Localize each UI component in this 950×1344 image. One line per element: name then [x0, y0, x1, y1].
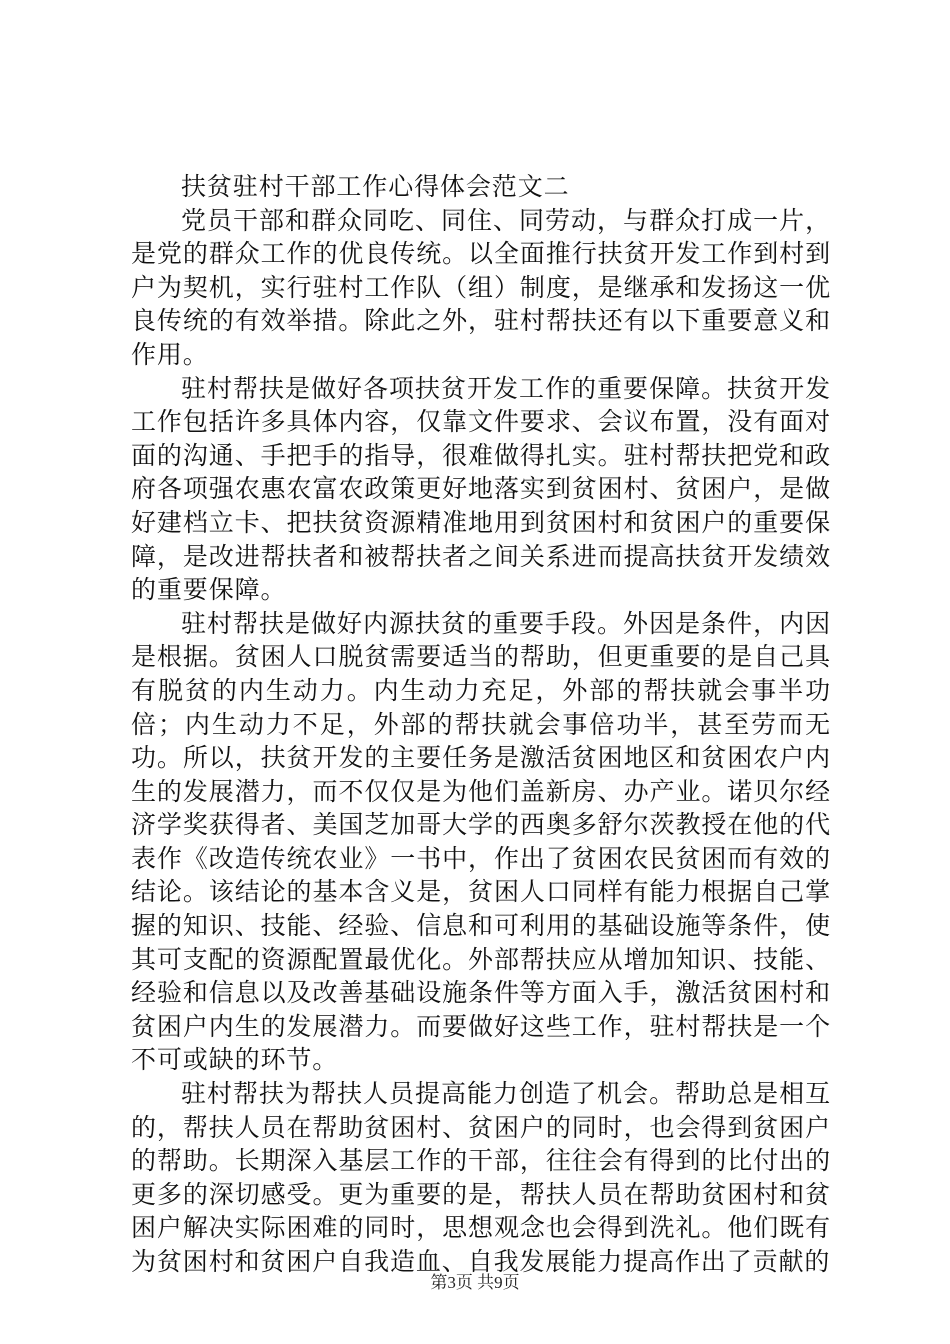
- document-title: 扶贫驻村干部工作心得体会范文二: [181, 172, 570, 201]
- paragraph: 驻村帮扶为帮扶人员提高能力创造了机会。帮助总是相互的，帮扶人员在帮助贫困村、贫困户的同时，也会得到贫困户的帮助。长期深入基层工作的干部，往往会有得到的比付出的更多的深切感受。更为重要的是，帮扶人员在帮助贫困村和贫困户解决实际困难的同时，思想观念也会得到洗礼。他们既有为贫困村和贫困户自我造血、自我发展能力提高作出了贡献的: [131, 1079, 831, 1276]
- paragraph: 党员干部和群众同吃、同住、同劳动，与群众打成一片，是党的群众工作的优良传统。以全面推行扶贫开发工作到村到户为契机，实行驻村工作队（组）制度，是继承和发扬这一优良传统的有效举措。除此之外，驻村帮扶还有以下重要意义和作用。: [131, 205, 831, 369]
- paragraph: 驻村帮扶是做好各项扶贫开发工作的重要保障。扶贫开发工作包括许多具体内容，仅靠文件要求、会议布置，没有面对面的沟通、手把手的指导，很难做得扎实。驻村帮扶把党和政府各项强农惠农富农政策更好地落实到贫困村、贫困户，是做好建档立卡、把扶贫资源精准地用到贫困村和贫困户的重要保障，是改进帮扶者和被帮扶者之间关系进而提高扶贫开发绩效的重要保障。: [131, 373, 831, 605]
- paragraph: 驻村帮扶是做好内源扶贫的重要手段。外因是条件，内因是根据。贫困人口脱贫需要适当的帮助，但更重要的是自己具有脱贫的内生动力。内生动力充足，外部的帮扶就会事半功倍；内生动力不足，外部的帮扶就会事倍功半，甚至劳而无功。所以，扶贫开发的主要任务是激活贫困地区和贫困农户内生的发展潜力，而不仅仅是为他们盖新房、办产业。诺贝尔经济学奖获得者、美国芝加哥大学的西奥多舒尔茨教授在他的代表作《改造传统农业》一书中，作出了贫困农民贫困而有效的结论。该结论的基本含义是，贫困人口同样有能力根据自己掌握的知识、技能、经验、信息和可利用的基础设施等条件，使其可支配的资源配置最优化。外部帮扶应从增加知识、技能、经验和信息以及改善基础设施条件等方面入手，激活贫困村和贫困户内生的发展潜力。而要做好这些工作，驻村帮扶是一个不可或缺的环节。: [131, 608, 831, 1075]
- page-number-footer: 第3页 共9页: [430, 1273, 520, 1292]
- document-body: [131, 170, 831, 1279]
